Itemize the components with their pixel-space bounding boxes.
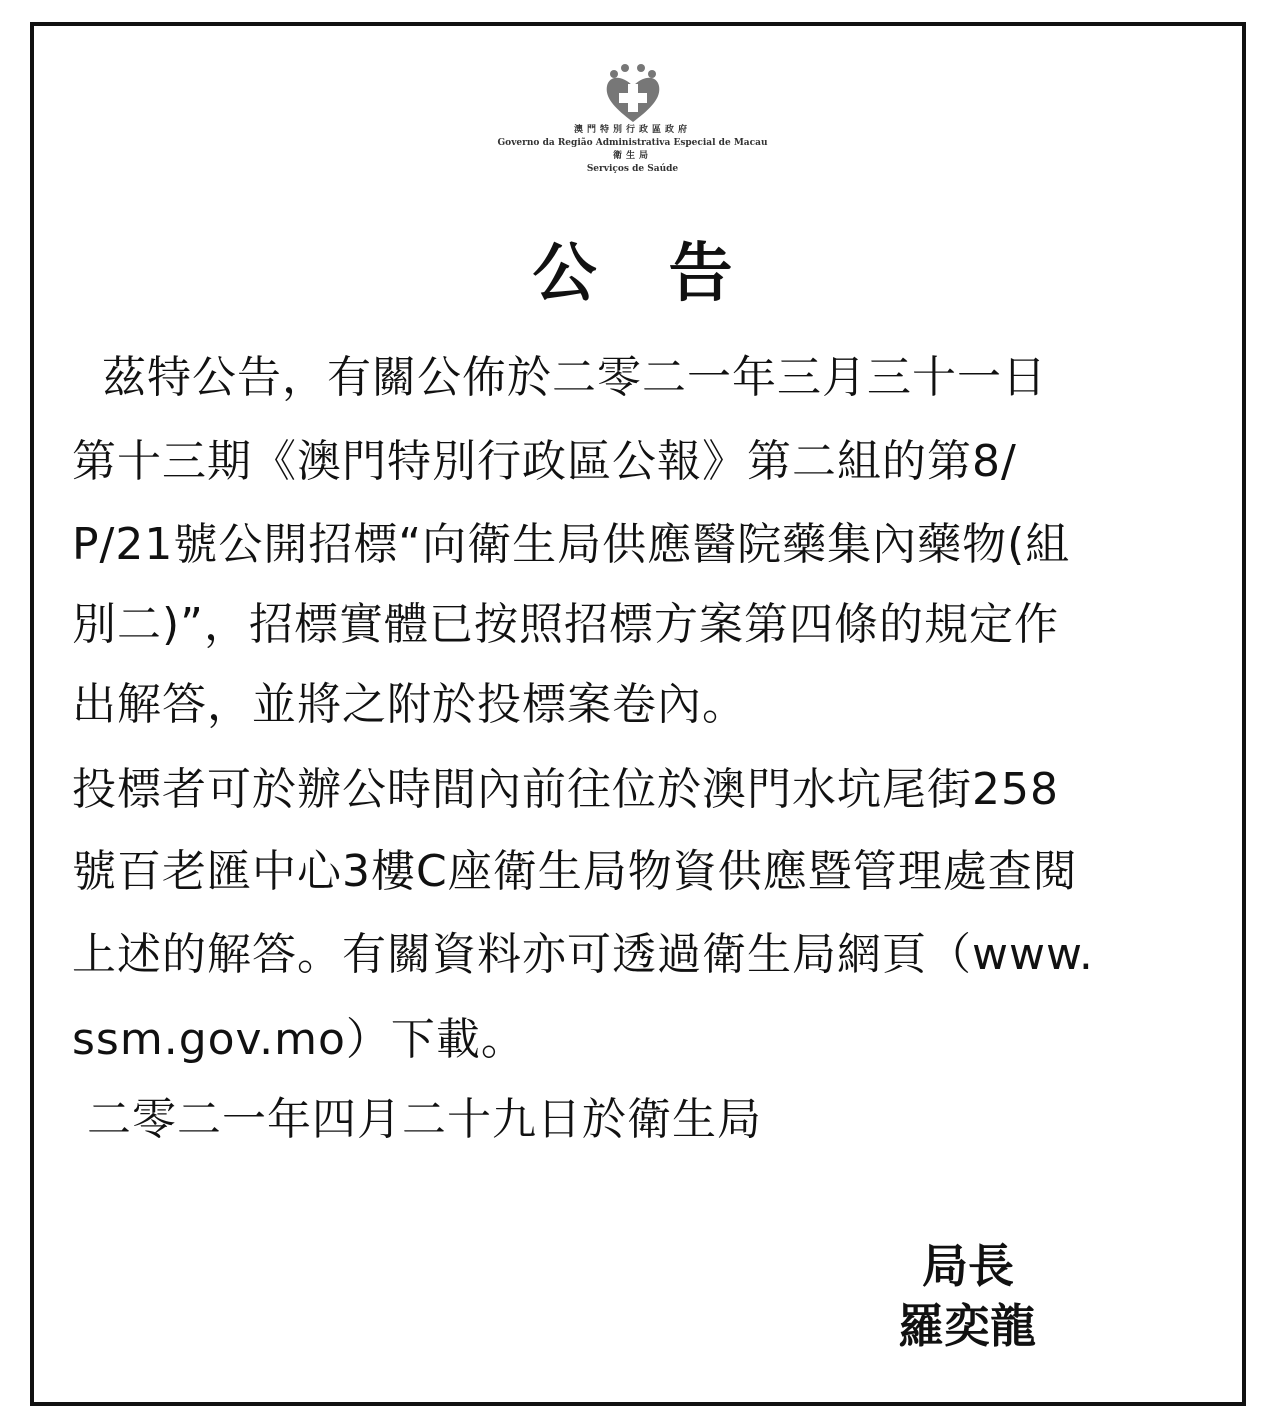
body-line: 第十三期《澳門特別行政區公報》第二組的第8/ bbox=[72, 436, 1017, 487]
body-line: 號百老匯中心3樓C座衛生局物資供應暨管理處查閱 bbox=[72, 846, 1078, 897]
body-line: 投標者可於辦公時間內前往位於澳門水坑尾街258 bbox=[72, 764, 1059, 815]
body-line: P/21號公開招標“向衛生局供應醫院藥集內藥物(組 bbox=[72, 519, 1071, 570]
heart-cross-people-icon bbox=[603, 62, 663, 124]
body-line: 別二)”，招標實體已按照招標方案第四條的規定作 bbox=[72, 599, 1059, 650]
logo-text-line: Governo da Região Administrativa Especial de Macau bbox=[497, 138, 768, 148]
body-line: ssm.gov.mo）下載。 bbox=[72, 1014, 526, 1065]
logo-text-line: Serviços de Saúde bbox=[586, 164, 679, 174]
logo-text-line: 衛生局 bbox=[612, 151, 652, 161]
signature-name: 羅奕龍 bbox=[898, 1299, 1036, 1353]
body-line: 茲特公告，有關公佈於二零二一年三月三十一日 bbox=[72, 352, 1047, 403]
page-title bbox=[0, 222, 1265, 314]
title-char: 公 bbox=[532, 236, 597, 311]
body-line: 上述的解答。有關資料亦可透過衛生局網頁（www. bbox=[72, 929, 1094, 980]
signature-title: 局長 bbox=[922, 1239, 1014, 1293]
letterhead bbox=[0, 62, 1265, 176]
title-char: 告 bbox=[668, 236, 733, 311]
date-line: 二零二一年四月二十九日於衛生局 bbox=[72, 1094, 762, 1145]
body-line: 出解答，並將之附於投標案卷內。 bbox=[72, 679, 747, 730]
logo-text-line: 澳門特別行政區政府 bbox=[573, 125, 691, 135]
